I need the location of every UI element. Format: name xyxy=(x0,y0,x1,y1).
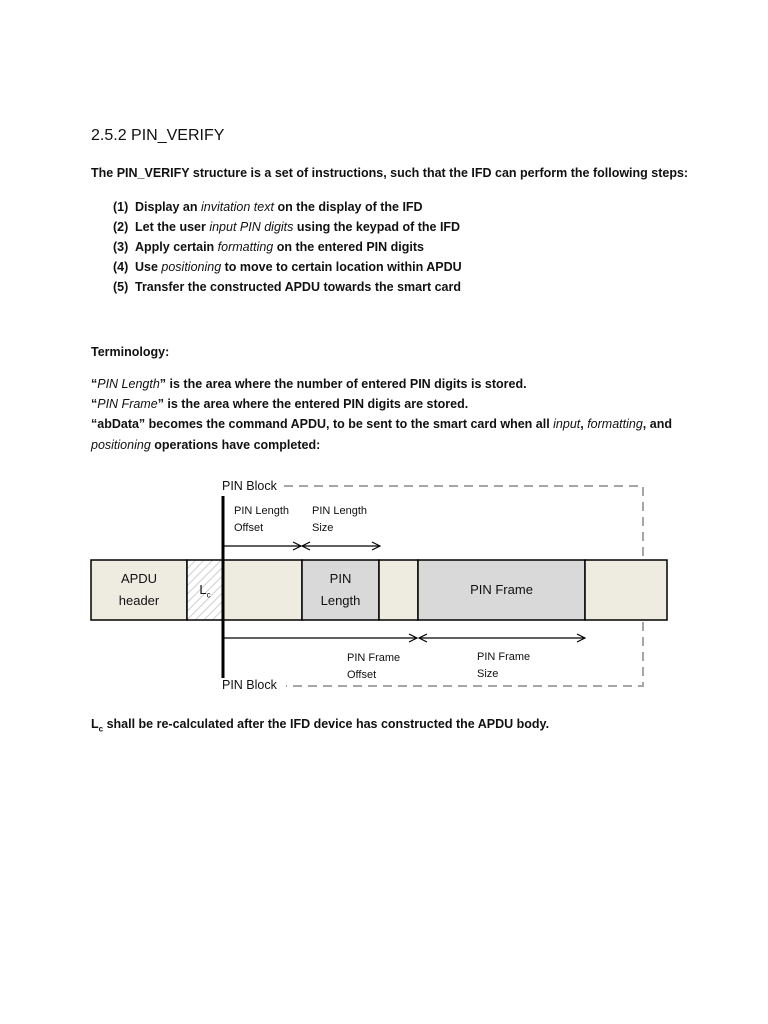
pin-frame-offset-label: PIN Frame Offset xyxy=(347,652,401,681)
post-frame-box xyxy=(585,560,667,620)
pin-length-definition: “PIN Length” is the area where the number of entered PIN digits is stored. xyxy=(91,377,527,391)
pin-frame-box-label: PIN Frame xyxy=(470,582,533,597)
lc-recalculation-note: $L_c$ shall be re-calculated after the IFD device has constructed the APDU body. xyxy=(91,717,550,734)
intro-paragraph: The PIN_VERIFY structure is a set of instructions, such that the IFD can perform the following steps: xyxy=(91,166,689,180)
apdu-header-label: APDU header xyxy=(118,571,160,608)
pin-length-offset-label: PIN Length Offset xyxy=(234,505,290,534)
abdata-definition-line1: “abData” becomes the command APDU, to be sent to the smart card when all input, formatting, and xyxy=(91,417,672,431)
terminology-heading: Terminology: xyxy=(91,345,170,359)
section-title: 2.5.2 PIN_VERIFY xyxy=(91,127,225,144)
list-item: (2) Let the user input PIN digits using the keypad of the IFD xyxy=(113,220,461,234)
pin-length-size-label: PIN Length Size xyxy=(312,505,368,534)
pin-frame-definition: “PIN Frame” is the area where the entered PIN digits are stored. xyxy=(91,397,469,411)
list-item: (5) Transfer the constructed APDU towards the smart card xyxy=(113,280,462,294)
pre-length-box xyxy=(223,560,302,620)
pin-length-box-label: PIN Length xyxy=(320,571,361,608)
list-item: (1) Display an invitation text on the display of the IFD xyxy=(113,200,423,214)
abdata-definition-line2: positioning operations have completed: xyxy=(91,438,321,452)
gap-box xyxy=(379,560,418,620)
list-item: (3) Apply certain formatting on the entered PIN digits xyxy=(113,240,424,254)
list-item: (4) Use positioning to move to certain location within APDU xyxy=(113,260,462,274)
pin-block-label-bottom: PIN Block xyxy=(222,678,277,692)
lc-label: $L_c$ xyxy=(199,582,211,600)
pin-frame-size-label: PIN Frame Size xyxy=(477,651,531,680)
pin-block-label-top: PIN Block xyxy=(222,479,277,493)
